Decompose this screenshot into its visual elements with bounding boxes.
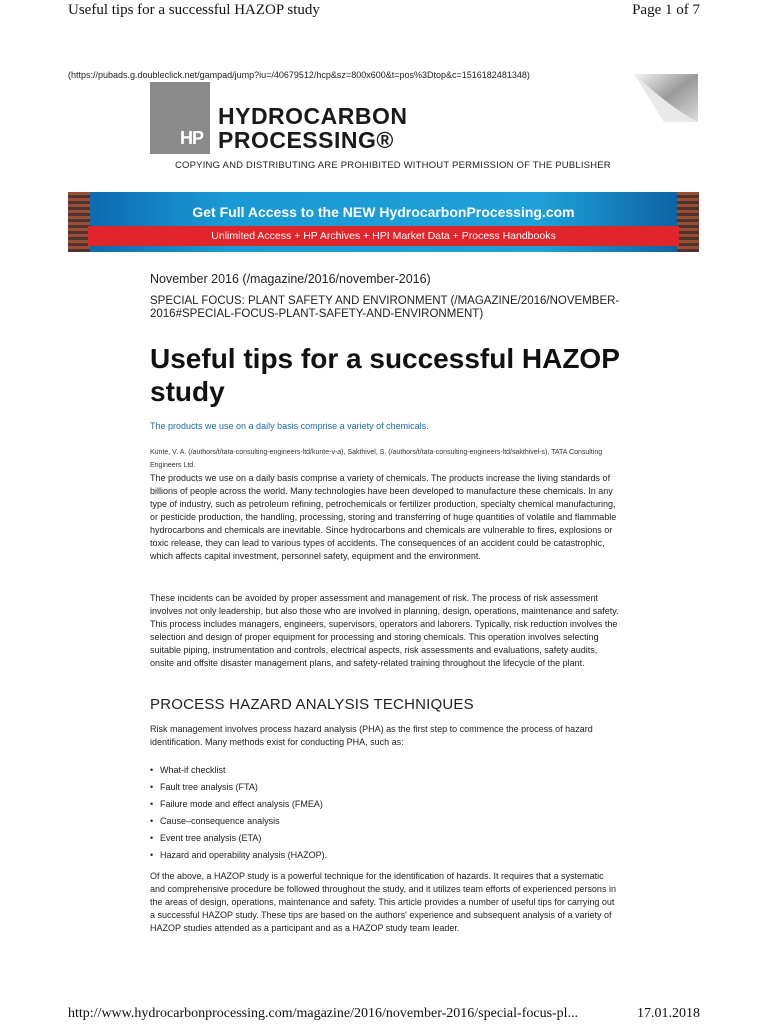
refinery-tower-graphic	[677, 192, 699, 252]
banner-headline: Get Full Access to the NEW HydrocarbonProcessing.com	[192, 204, 575, 220]
issue-link[interactable]: November 2016 (/magazine/2016/november-2016)	[150, 272, 431, 286]
print-footer-date: 17.01.2018	[637, 1006, 700, 1021]
pha-techniques-list	[150, 762, 620, 864]
logo-wordmark	[218, 104, 408, 152]
article-dek: The products we use on a daily basis comprise a variety of chemicals.	[150, 421, 429, 431]
list-item: • Hazard and operability analysis (HAZOP).	[150, 850, 328, 860]
logo-line-1: HYDROCARBON	[218, 103, 408, 129]
article-byline: Kunte, V. A. (/authors/t/tata-consulting-engineers-ltd/kunte-v-a), Sakthivel, S. (/authors/t/tata-consulting-engineers-ltd/sakthivel-s), TATA Consulting Engineers Ltd.	[150, 449, 603, 469]
hydrocarbon-processing-logo[interactable]	[150, 82, 435, 154]
list-item: • Fault tree analysis (FTA)	[150, 782, 258, 792]
paragraph-2: These incidents can be avoided by proper assessment and management of risk. The process of risk assessment involves not only leadership, but also those who are involved in planning, design, operations, maintenance and safety. This process includes managers, engineers, supervisors, operators and laborers. Typically, risk reduction involves the selection and design of proper equipment for processing and storing chemicals. This operation involves selecting suitable piping, instrumentation and controls, electrical aspects, risk assessments and evaluations, safety audits, onsite and offsite disaster management plans, and safety-related training throughout the lifecycle of the plant.	[150, 593, 619, 668]
print-footer-url: http://www.hydrocarbonprocessing.com/magazine/2016/november-2016/special-focus-pl...	[68, 1006, 579, 1021]
list-item: • Event tree analysis (ETA)	[150, 833, 262, 843]
print-header	[0, 0, 768, 22]
print-header-title: Useful tips for a successful HAZOP study	[68, 2, 320, 18]
print-header-page: Page 1 of 7	[632, 2, 700, 18]
banner-features: Unlimited Access + HP Archives + HPI Market Data + Process Handbooks	[88, 226, 679, 246]
section-heading: PROCESS HAZARD ANALYSIS TECHNIQUES	[150, 696, 474, 713]
paragraph-4: Of the above, a HAZOP study is a powerful technique for the identification of hazards. It requires that a systematic and comprehensive procedure be followed throughout the study, and it utilizes team efforts of experienced persons in the areas of design, operations, maintenance and safety. This article provides a number of useful tips for carrying out a successful HAZOP study. These tips are based on the authors' experience and subsequent analysis of a variety of HAZOP studies attended as a participant and as a HAZOP study team leader.	[150, 871, 616, 933]
list-item: • Failure mode and effect analysis (FMEA)	[150, 799, 323, 809]
hp-logo-mark	[150, 82, 210, 154]
list-item: • Cause–consequence analysis	[150, 816, 280, 826]
copyright-notice: COPYING AND DISTRIBUTING ARE PROHIBITED WITHOUT PERMISSION OF THE PUBLISHER	[175, 160, 611, 171]
list-item: • What-if checklist	[150, 765, 226, 775]
print-footer	[0, 1004, 768, 1024]
article-title: Useful tips for a successful HAZOP study	[150, 343, 620, 407]
paragraph-3: Risk management involves process hazard analysis (PHA) as the first step to commence the process of hazard identification. Many methods exist for conducting PHA, such as:	[150, 724, 593, 747]
logo-line-2: PROCESSING®	[218, 127, 394, 153]
subscription-banner[interactable]	[68, 192, 699, 252]
ad-link[interactable]: (https://pubads.g.doubleclick.net/gampad/jump?iu=/40679512/hcp&sz=800x600&t=pos%3Dtop&c=1516182481348)	[68, 70, 530, 80]
page-curl-icon[interactable]	[634, 74, 698, 122]
refinery-tower-graphic	[68, 192, 90, 252]
hp-logo-letters: HP	[180, 128, 204, 148]
special-focus-link[interactable]: SPECIAL FOCUS: PLANT SAFETY AND ENVIRONMENT (/MAGAZINE/2016/NOVEMBER-2016#SPECIAL-FOCUS-PLANT-SAFETY-AND-ENVIRONMENT)	[150, 295, 620, 320]
paragraph-1: The products we use on a daily basis comprise a variety of chemicals. The products increase the living standards of billions of people across the world. Many technologies have been developed to manufacture these chemicals. In any type of industry, such as petroleum refining, petrochemicals or fertilizer production, specialty chemical manufacturing, or pesticide production, the handling, processing, storing and transferring of huge quantities of volatile and flammable hydrocarbons and chemicals are inevitable. Since hydrocarbons and chemicals are vulnerable to fires, explosions or toxic release, they can lead to various types of accidents. The consequences of an accident could be catastrophic, which affects capital investment, personnel safety, equipment and the environment.	[150, 473, 617, 561]
